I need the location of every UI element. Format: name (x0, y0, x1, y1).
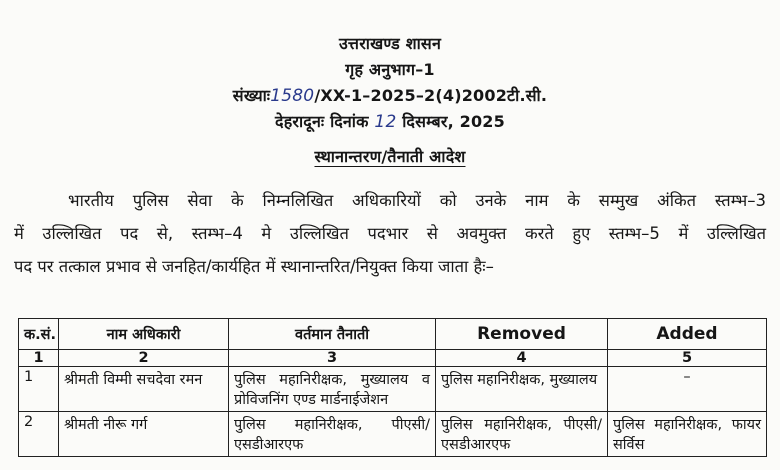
table-row (19, 412, 767, 457)
number-rest: /XX-1–2025–2(4)2002टी.सी. (314, 86, 548, 105)
header-removed: Removed (436, 319, 608, 350)
column-number-row (19, 350, 767, 367)
government-name: उत्तराखण्ड शासन (338, 34, 442, 53)
column-number: 1 (19, 350, 59, 367)
column-number: 5 (608, 350, 767, 367)
subject-heading (0, 145, 780, 167)
place-date-suffix: दिसम्बर, 2025 (402, 112, 505, 131)
header-added: Added (608, 319, 767, 350)
row-removed: पुलिस महानिरीक्षक, मुख्यालय (436, 367, 608, 412)
row-current-posting: पुलिस महानिरीक्षक, मुख्यालय व प्रोविजनिंग एण्ड मार्डनाईजेशन (229, 367, 436, 412)
row-added: – (608, 367, 767, 412)
column-number: 3 (229, 350, 436, 367)
row-sno: 1 (19, 367, 59, 412)
table-row (19, 367, 767, 412)
paragraph-line-2: में उल्लिखित पद से, स्तम्भ–4 मे उल्लिखित पदभार से अवमुक्त करते हुए स्तम्भ–5 में उल्लिखित (14, 224, 766, 243)
header-sno: क.सं. (19, 319, 59, 350)
number-label: संख्याः (232, 86, 271, 105)
order-number (0, 84, 780, 106)
row-name: श्रीमती नीरू गर्ग (59, 412, 229, 457)
department-name: गृह अनुभाग–1 (345, 60, 435, 79)
row-name: श्रीमती विम्मी सचदेवा रमन (59, 367, 229, 412)
row-removed: पुलिस महानिरीक्षक, पीएसी/एसडीआरएफ (436, 412, 608, 457)
subject-text: स्थानान्तरण/तैनाती आदेश (314, 147, 466, 166)
row-current-posting: पुलिस महानिरीक्षक, पीएसी/एसडीआरएफ (229, 412, 436, 457)
government-heading (0, 32, 780, 54)
transfer-table (18, 318, 767, 457)
paragraph-line-3: पद पर तत्काल प्रभाव से जनहित/कार्यहित में स्थानान्तरित/नियुक्त किया जाता हैः– (14, 257, 494, 276)
column-number: 2 (59, 350, 229, 367)
row-added: पुलिस महानिरीक्षक, फायर सर्विस (608, 412, 767, 457)
paragraph-line-1: भारतीय पुलिस सेवा के निम्नलिखित अधिकारियों को उनके नाम के सम्मुख अंकित स्तम्भ–3 (68, 191, 766, 210)
place-date (0, 110, 780, 132)
handwritten-date: 12 (374, 112, 397, 132)
table-header-row (19, 319, 767, 350)
header-current-posting: वर्तमान तैनाती (229, 319, 436, 350)
row-sno: 2 (19, 412, 59, 457)
column-number: 4 (436, 350, 608, 367)
department-heading (0, 58, 780, 80)
order-paragraph (14, 184, 766, 283)
handwritten-number: 1580 (270, 86, 315, 106)
header-officer-name: नाम अधिकारी (59, 319, 229, 350)
place-date-prefix: देहरादूनः दिनांक (275, 112, 369, 131)
